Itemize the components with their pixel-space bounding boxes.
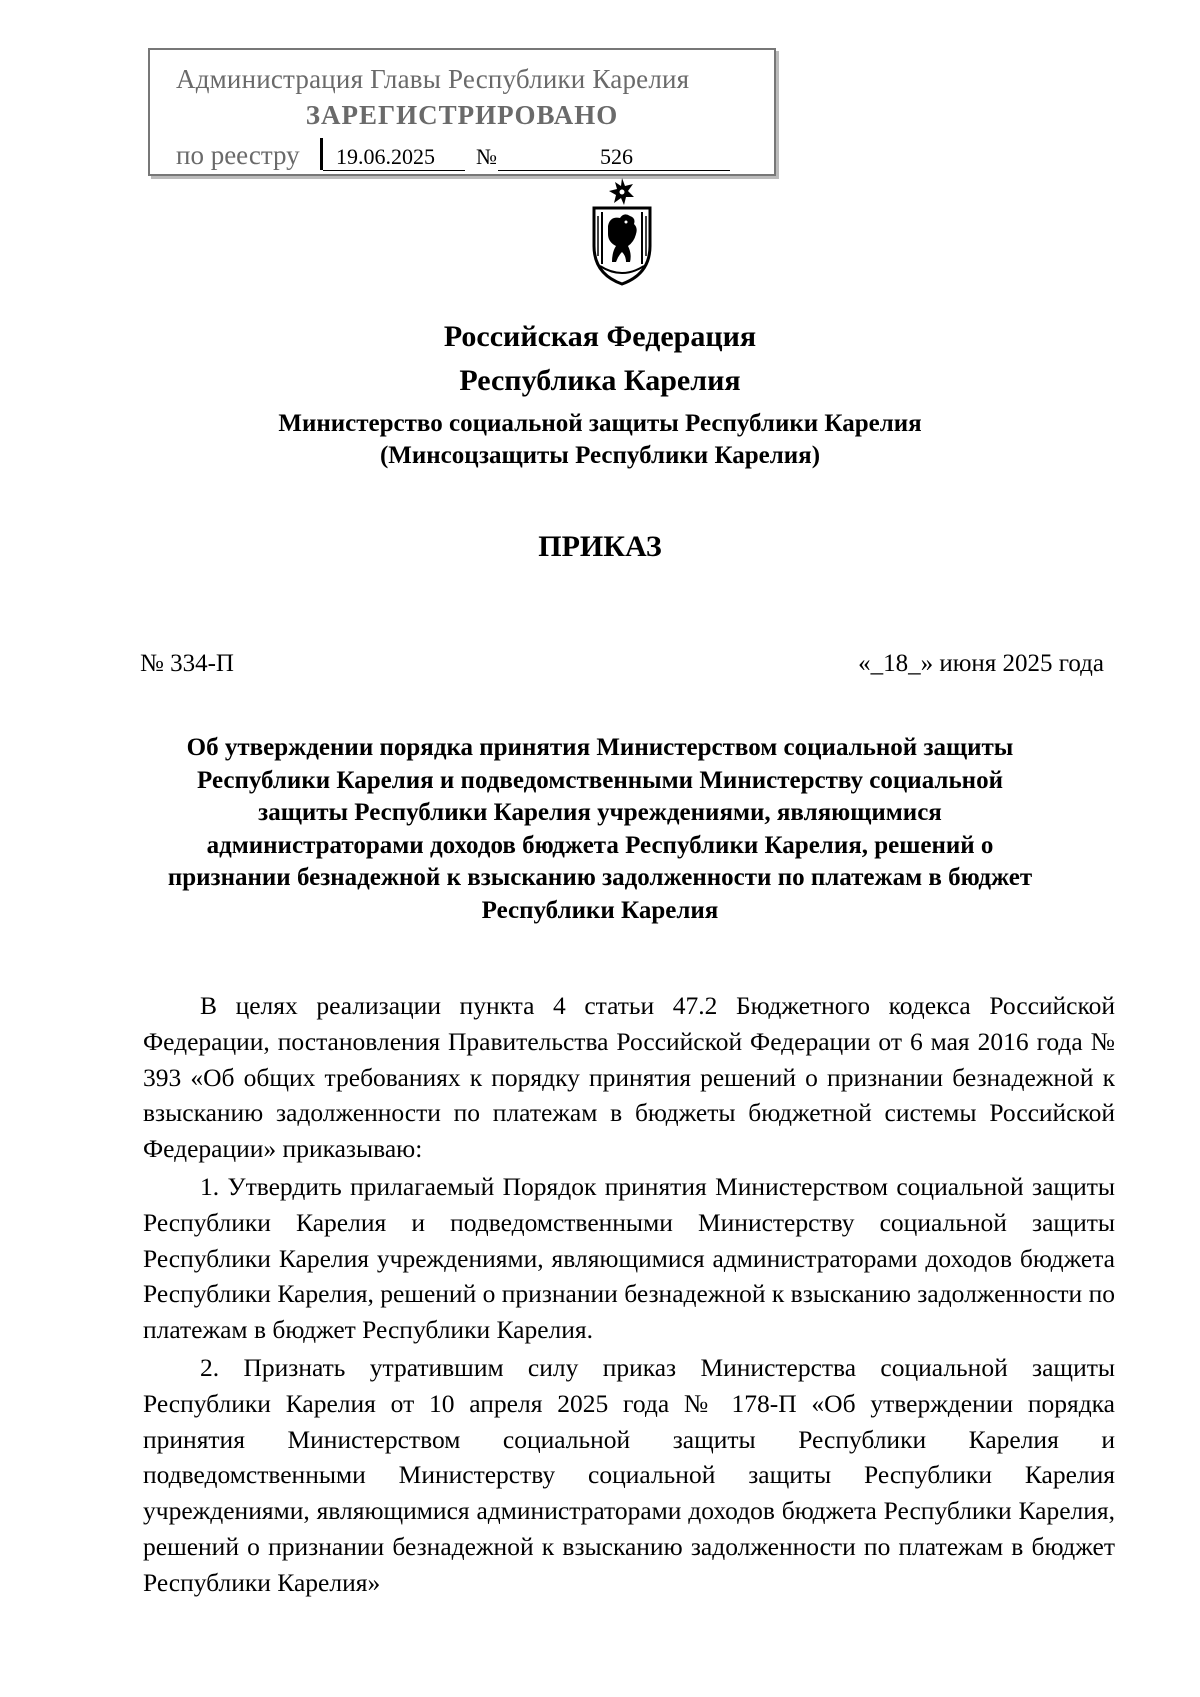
registration-stamp [148,48,776,176]
stamp-number: 526 [600,144,633,169]
order-subject: Об утверждении порядка принятия Министерством социальной защиты Республики Карелия и подведомственными Министерству социальной защиты Республики Карелия учреждениями, являющимися администраторами доходов бюджета Республики Карелия, решений о признании безнадежной к взысканию задолженности по платежам в бюджет Республики Карелия [167,734,1033,924]
stamp-number-underline [498,170,730,171]
stamp-date: 19.06.2025 [336,144,435,169]
header-ministry-short: (Минсоцзащиты Республики Карелия) [379,442,821,469]
order-number: № 334-П [140,650,234,677]
stamp-number-sign: № [476,144,497,169]
header-republic: Республика Карелия [459,364,741,397]
stamp-date-underline [323,170,465,171]
order-date: «_18_» июня 2025 года [858,650,1104,677]
header-country: Российская Федерация [443,320,757,353]
doc-type-title: ПРИКАЗ [538,530,662,563]
body-item-2: 2. Признать утратившим силу приказ Министерства социальной защиты Республики Карелия от 10 апреля 2025 года № 178-П «Об утверждении порядка принятия Министерством социальной защиты Республики Карелия и подведомственными Министерству социальной защиты Республики Карелия учреждениями, являющимися администраторами доходов бюджета Республики Карелия, решений о признании безнадежной к взысканию задолженности по платежам в бюджет Республики Карелия» [143,1352,1115,1597]
order-body [143,988,1115,1601]
header-ministry: Министерство социальной защиты Республики Карелия [278,410,922,437]
karelia-coat-of-arms-icon [586,176,658,288]
body-item-1: 1. Утвердить прилагаемый Порядок принятия Министерством социальной защиты Республики Карелия и подведомственными Министерству социальной защиты Республики Карелия учреждениями, являющимися администраторами доходов бюджета Республики Карелия, решений о признании безнадежной к взысканию задолженности по платежам в бюджет Республики Карелия. [143,1171,1115,1345]
stamp-registry-label: по реестру [176,140,300,170]
stamp-registered: ЗАРЕГИСТРИРОВАНО [305,100,619,130]
stamp-divider [320,138,323,170]
stamp-authority: Администрация Главы Республики Карелия [176,64,690,94]
body-preamble: В целях реализации пункта 4 статьи 47.2 Бюджетного кодекса Российской Федерации, постановления Правительства Российской Федерации от 6 мая 2016 года № 393 «Об общих требованиях к порядку принятия решений о признании безнадежной к взысканию задолженности по платежам в бюджеты бюджетной системы Российской Федерации» приказываю: [143,991,1115,1164]
